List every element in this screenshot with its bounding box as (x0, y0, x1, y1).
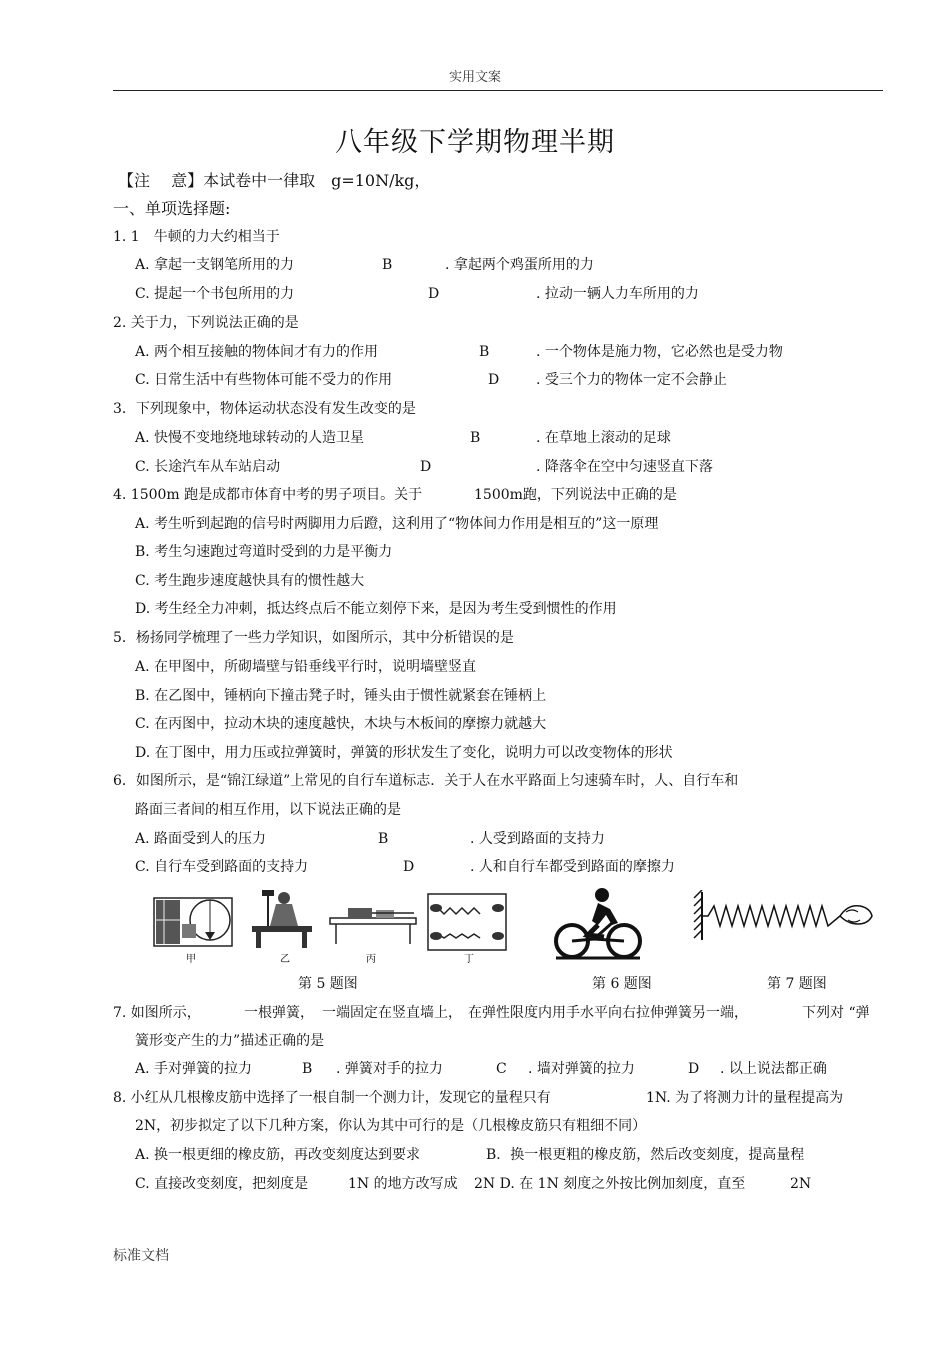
section-heading: 一、单项选择题: (113, 199, 231, 218)
q7-stem-part2: 一根弹簧， (244, 1005, 314, 1021)
q7-stem-part3: 一端固定在竖直墙上， (322, 1005, 462, 1021)
q7-option-c-letter: C (496, 1061, 507, 1077)
q5-option-c: C. 在丙图中，拉动木块的速度越快，木块与木板间的摩擦力就越大 (135, 716, 547, 732)
q8-option-d-end: 2N (790, 1176, 812, 1192)
q5-option-d: D. 在丁图中，用力压或拉弹簧时，弹簧的形状发生了变化，说明力可以改变物体的形状 (135, 745, 673, 761)
figure-bing-block-friction (330, 908, 416, 944)
figure-label-jia: 甲 (186, 954, 196, 964)
q5-stem: 5．杨扬同学梳理了一些力学知识，如图所示，其中分析错误的是 (113, 630, 514, 646)
q6-option-a: A. 路面受到人的压力 (135, 831, 267, 847)
q8-stem-line2: 2N，初步拟定了以下几种方案，你认为其中可行的是（几根橡皮筋只有粗细不同） (135, 1118, 647, 1134)
q1-option-d-letter: D (428, 286, 440, 302)
q8-option-c-d-part3: 2N D. 在 1N 刻度之外按比例加刻度，直至 (474, 1176, 746, 1192)
q3-option-d-letter: D (420, 459, 432, 475)
page-header: 实用文案 (448, 70, 501, 85)
q7-option-c: . 墙对弹簧的拉力 (528, 1061, 635, 1077)
q1-option-d: . 拉动一辆人力车所用的力 (536, 286, 699, 302)
q8-option-c-part1: C. 直接改变刻度，把刻度是 (135, 1176, 309, 1192)
q8-stem-part2: 1N. 为了将测力计的量程提高为 (646, 1090, 844, 1106)
figure-q7-spring-wall (690, 890, 876, 944)
q4-option-d: D. 考生经全力冲刺，抵达终点后不能立刻停下来，是因为考生受到惯性的作用 (135, 601, 617, 617)
figure-label-bing: 丙 (366, 954, 376, 964)
figure-caption-q7: 第 7 题图 (767, 976, 827, 992)
q2-option-b: . 一个物体是施力物，它必然也是受力物 (536, 344, 783, 360)
q8-option-b: B．换一根更粗的橡皮筋，然后改变刻度，提高量程 (486, 1147, 805, 1163)
q2-stem: 2. 关于力，下列说法正确的是 (113, 315, 299, 331)
page-title: 八年级下学期物理半期 (335, 127, 615, 158)
note-line: 【注 意】本试卷中一律取 g=10N/kg， (118, 171, 431, 190)
q2-option-d-letter: D (488, 372, 500, 388)
q3-option-d: . 降落伞在空中匀速竖直下落 (536, 459, 713, 475)
q7-option-a: A. 手对弹簧的拉力 (135, 1061, 253, 1077)
q1-option-b-letter: B (382, 257, 393, 273)
q7-stem-part5: 下列对 “弹 (802, 1005, 870, 1021)
q5-option-b: B. 在乙图中，锤柄向下撞击凳子时，锤头由于惯性就紧套在锤柄上 (135, 688, 547, 704)
q3-option-b-letter: B (470, 430, 481, 446)
q2-option-b-letter: B (479, 344, 490, 360)
q3-option-b: . 在草地上滚动的足球 (536, 430, 671, 446)
q6-option-b: . 人受到路面的支持力 (470, 831, 605, 847)
q1-option-b: . 拿起两个鸡蛋所用的力 (445, 257, 594, 273)
q4-option-b: B. 考生匀速跑过弯道时受到的力是平衡力 (135, 544, 393, 560)
figure-q6-bicycle-sign (552, 885, 644, 961)
q8-option-a: A. 换一根更细的橡皮筋，再改变刻度达到要求 (135, 1147, 421, 1163)
q2-option-a: A. 两个相互接触的物体间才有力的作用 (135, 344, 379, 360)
q1-option-c: C. 提起一个书包所用的力 (135, 286, 295, 302)
q6-option-d-letter: D (403, 859, 415, 875)
q7-option-b-letter: B (302, 1061, 313, 1077)
figure-label-yi: 乙 (280, 954, 290, 964)
q6-option-c: C. 自行车受到路面的支持力 (135, 859, 309, 875)
q7-option-d: . 以上说法都正确 (720, 1061, 827, 1077)
q6-option-b-letter: B (378, 831, 389, 847)
q6-stem-line1: 6．如图所示，是“锦江绿道”上常见的自行车道标志．关于人在水平路面上匀速骑车时，人、自行车和 (113, 773, 739, 789)
q4-stem-part2: 1500m跑，下列说法中正确的是 (474, 487, 677, 503)
figure-caption-q6: 第 6 题图 (592, 976, 652, 992)
q8-option-c-part2: 1N 的地方改写成 (348, 1176, 458, 1192)
q4-option-a: A. 考生听到起跑的信号时两脚用力后蹬，这利用了“物体间力作用是相互的”这一原理 (135, 516, 659, 532)
q2-option-c: C. 日常生活中有些物体可能不受力的作用 (135, 372, 393, 388)
q7-stem-line2: 簧形变产生的力”描述正确的是 (135, 1033, 325, 1049)
q5-option-a: A. 在甲图中，所砌墙壁与铅垂线平行时，说明墙壁竖直 (135, 659, 477, 675)
q7-option-d-letter: D (688, 1061, 700, 1077)
q8-stem-part1: 8. 小红从几根橡皮筋中选择了一根自制一个测力计，发现它的量程只有 (113, 1090, 551, 1106)
figure-jia-wall-plumb (154, 898, 232, 946)
q6-stem-line2: 路面三者间的相互作用，以下说法正确的是 (135, 802, 401, 818)
figure-label-ding: 丁 (464, 954, 474, 964)
header-rule (113, 90, 883, 91)
q3-option-a: A. 快慢不变地绕地球转动的人造卫星 (135, 430, 365, 446)
q6-option-d: . 人和自行车都受到路面的摩擦力 (470, 859, 675, 875)
q4-option-c: C. 考生跑步速度越快具有的惯性越大 (135, 573, 365, 589)
figure-caption-q5: 第 5 题图 (298, 976, 358, 992)
q3-option-c: C. 长途汽车从车站启动 (135, 459, 281, 475)
figure-ding-spring-hands (428, 894, 506, 950)
q1-stem: 1. 1 牛顿的力大约相当于 (113, 229, 280, 245)
q2-option-d: . 受三个力的物体一定不会静止 (536, 372, 727, 388)
q1-option-a: A. 拿起一支钢笔所用的力 (135, 257, 295, 273)
figure-yi-hammer-stool (252, 890, 312, 948)
q4-stem-part1: 4. 1500m 跑是成都市体育中考的男子项目。关于 (113, 487, 423, 503)
page-footer: 标准文档 (113, 1248, 169, 1264)
figure-q5 (152, 890, 512, 964)
q7-stem-part4: 在弹性限度内用手水平向右拉伸弹簧另一端， (468, 1005, 748, 1021)
q7-option-b: . 弹簧对手的拉力 (336, 1061, 443, 1077)
q7-stem-part1: 7. 如图所示， (113, 1005, 201, 1021)
q3-stem: 3．下列现象中，物体运动状态没有发生改变的是 (113, 401, 416, 417)
